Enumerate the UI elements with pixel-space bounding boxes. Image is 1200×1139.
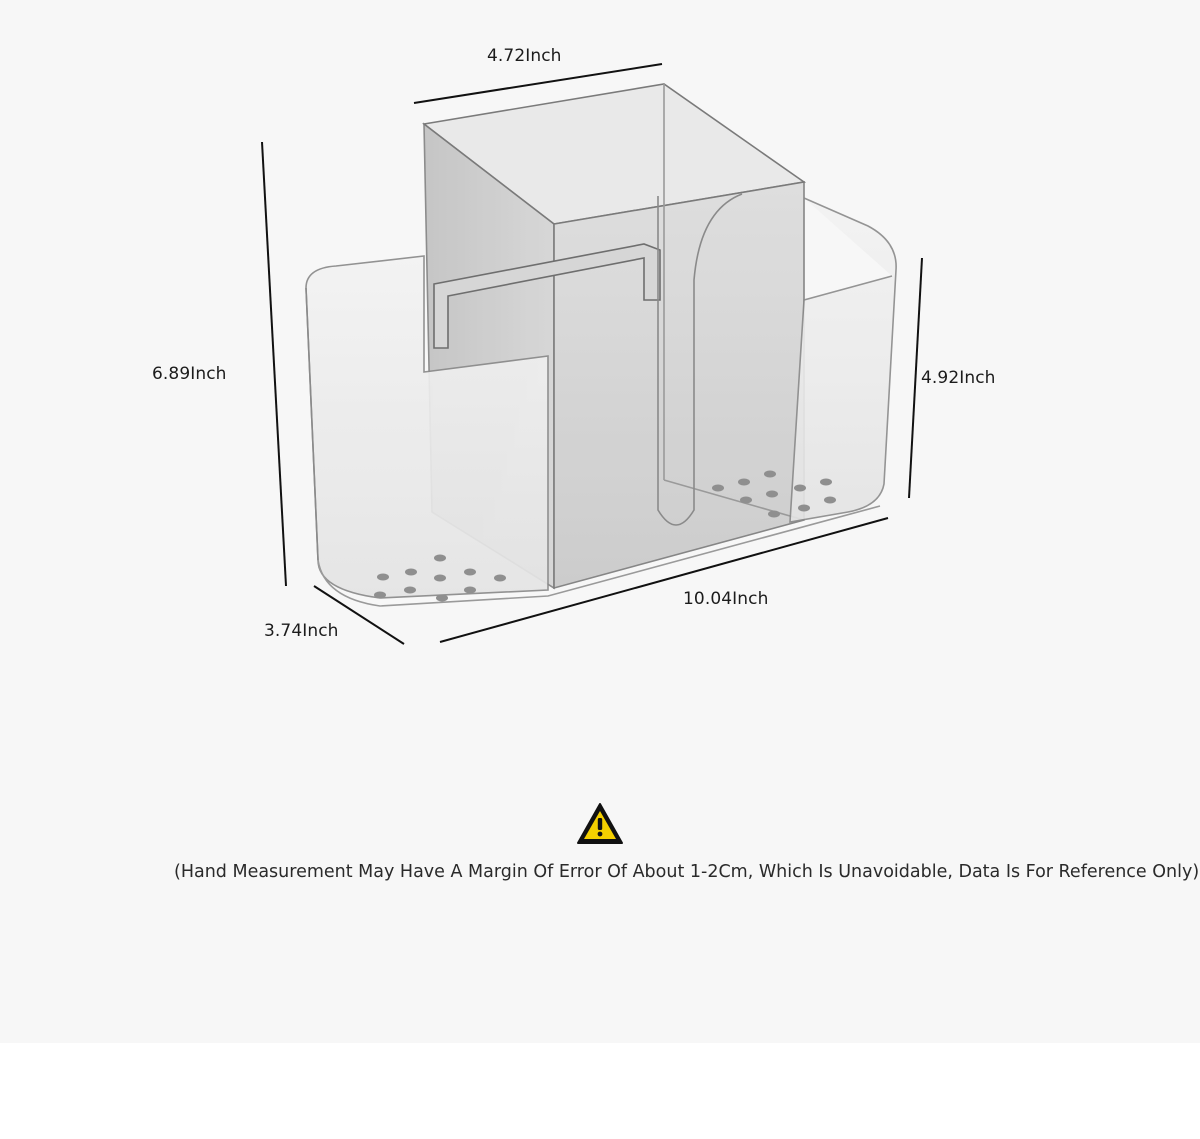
warning-triangle-icon [576,802,624,846]
caddy-right-basket [790,198,896,522]
height-line [262,142,286,586]
total-height-label: 6.89Inch [152,364,227,384]
bottom-blank-area [0,1043,1200,1139]
length-label: 10.04Inch [683,589,769,609]
top-width-label: 4.72Inch [487,46,562,66]
side-height-label: 4.92Inch [921,368,996,388]
depth-label: 3.74Inch [264,621,339,641]
measurement-disclaimer: (Hand Measurement May Have A Margin Of Error Of About 1-2Cm, Which Is Unavoidable, Data Is For Reference Only) [174,862,1200,882]
